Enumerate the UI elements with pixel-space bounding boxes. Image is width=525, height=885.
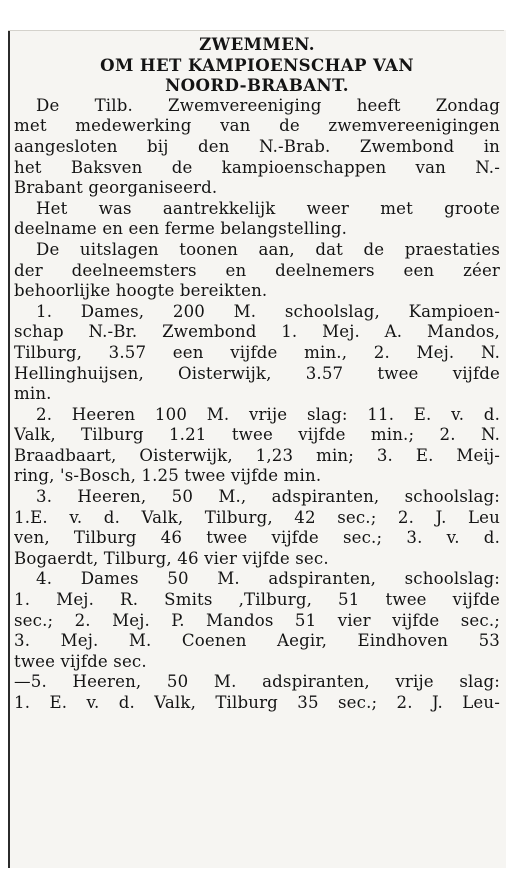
- body-line: Hellinghuijsen, Oisterwijk, 3.57 twee vijfde: [14, 363, 500, 383]
- article-title-line-1: OM HET KAMPIOENSCHAP VAN: [100, 54, 414, 75]
- body-line: De uitslagen toonen aan, dat de praestaties: [36, 239, 500, 259]
- body-line: ring, 's-Bosch, 1.25 twee vijfde min.: [14, 466, 322, 486]
- body-line: Valk, Tilburg 1.21 twee vijfde min.; 2. N.: [14, 425, 500, 445]
- body-line: De Tilb. Zwemvereeniging heeft Zondag: [36, 95, 500, 115]
- body-line: Bogaerdt, Tilburg, 46 vier vijfde sec.: [14, 548, 329, 568]
- body-line: 1.E. v. d. Valk, Tilburg, 42 sec.; 2. J. Leu: [14, 507, 500, 527]
- body-line: aangesloten bij den N.-Brab. Zwembond in: [14, 136, 500, 156]
- body-line: het Baksven de kampioenschappen van N.-: [14, 157, 500, 177]
- body-line: min.: [14, 384, 52, 404]
- body-line: met medewerking van de zwemvereenigingen: [14, 116, 500, 136]
- body-line: behoorlijke hoogte bereikten.: [14, 281, 268, 301]
- body-line: Tilburg, 3.57 een vijfde min., 2. Mej. N.: [14, 342, 500, 362]
- body-line: 2. Heeren 100 M. vrije slag: 11. E. v. d.: [36, 404, 500, 424]
- body-line: twee vijfde sec.: [14, 651, 147, 671]
- article-body: [14, 32, 500, 714]
- body-line: ven, Tilburg 46 twee vijfde sec.; 3. v. d.: [14, 528, 500, 548]
- body-line: Het was aantrekkelijk weer met groote: [36, 198, 500, 218]
- body-line: 1. Mej. R. Smits ,Tilburg, 51 twee vijfde: [14, 590, 500, 610]
- section-heading: ZWEMMEN.: [199, 34, 315, 54]
- body-line: 1. Dames, 200 M. schoolslag, Kampioen-: [36, 301, 500, 321]
- body-line: Brabant georganiseerd.: [14, 178, 218, 198]
- body-line: 4. Dames 50 M. adspiranten, schoolslag:: [36, 569, 500, 589]
- article-title-line-2: NOORD-BRABANT.: [165, 75, 349, 96]
- body-line: der deelneemsters en deelnemers een zéer: [14, 260, 500, 280]
- top-rule: [8, 30, 504, 31]
- body-line: —5. Heeren, 50 M. adspiranten, vrije slag:: [14, 672, 500, 692]
- body-line: Braadbaart, Oisterwijk, 1,23 min; 3. E. Meij-: [14, 445, 500, 465]
- body-line: schap N.-Br. Zwembond 1. Mej. A. Mandos,: [14, 322, 500, 342]
- body-line: sec.; 2. Mej. P. Mandos 51 vier vijfde sec.;: [14, 610, 500, 630]
- body-line: deelname en een ferme belangstelling.: [14, 219, 348, 239]
- body-line: 3. Mej. M. Coenen Aegir, Eindhoven 53: [14, 631, 500, 651]
- body-line: 1. E. v. d. Valk, Tilburg 35 sec.; 2. J. Leu-: [14, 693, 500, 712]
- body-line: 3. Heeren, 50 M., adspiranten, schoolslag:: [36, 487, 500, 507]
